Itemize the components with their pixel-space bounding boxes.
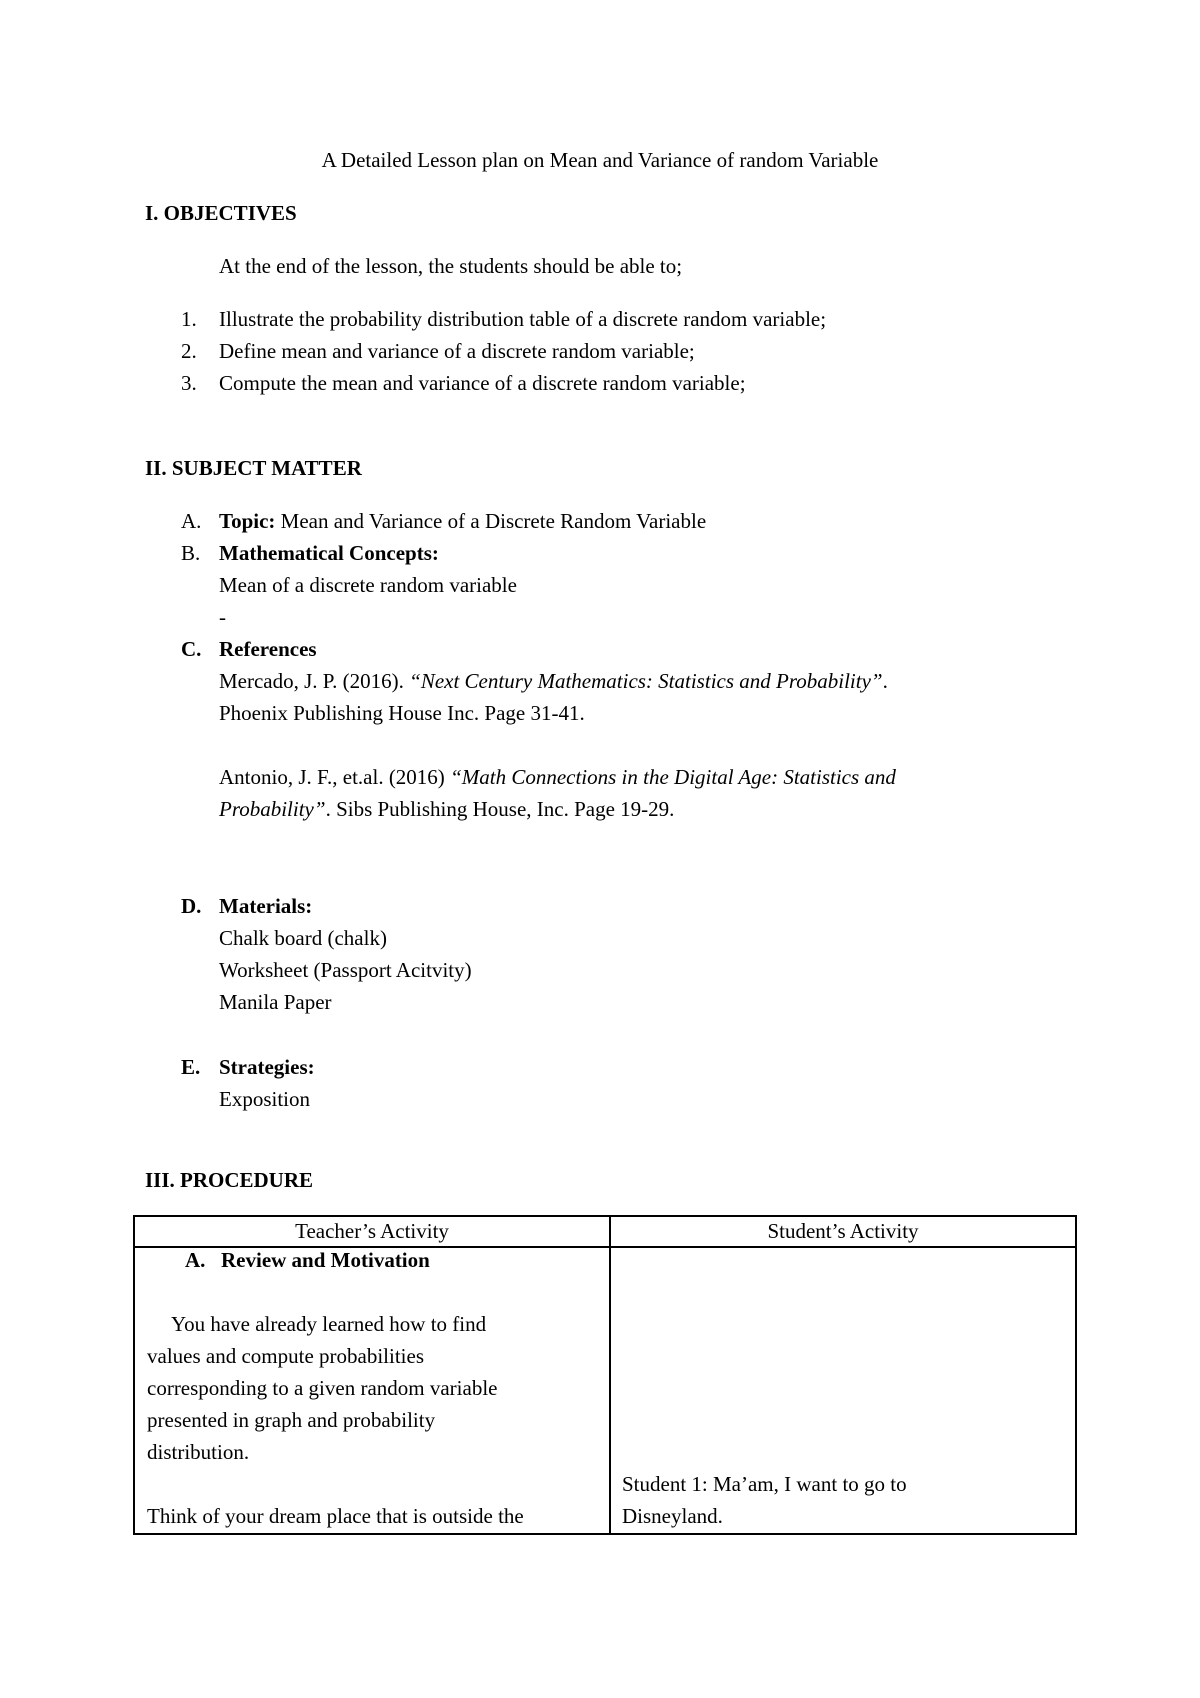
references-letter: C. (181, 637, 202, 661)
objectives-intro: At the end of the lesson, the students should be able to; (219, 254, 683, 278)
teacher-activity-cell (134, 1247, 610, 1534)
objectives-heading: I. OBJECTIVES (145, 201, 297, 225)
concept-item: Mean of a discrete random variable (219, 573, 517, 597)
concepts-label: Mathematical Concepts: (219, 541, 439, 565)
student-activity-header: Student’s Activity (610, 1216, 1076, 1247)
reference-2-title: “Math Connections in the Digital Age: Statistics and (450, 765, 896, 789)
teacher-activity-header: Teacher’s Activity (134, 1216, 610, 1247)
objective-item: Define mean and variance of a discrete random variable; (219, 339, 695, 363)
reference-1-punct: . (882, 669, 888, 693)
table-header-row (134, 1216, 1076, 1247)
materials-letter: D. (181, 894, 202, 918)
student-response-line: Student 1: Ma’am, I want to go to (622, 1472, 907, 1496)
subject-matter-heading: II. SUBJECT MATTER (145, 456, 362, 480)
reference-2-publisher: . Sibs Publishing House, Inc. Page 19-29. (325, 797, 675, 821)
references-label: References (219, 637, 317, 661)
reference-2-line-1 (219, 764, 896, 790)
material-item: Chalk board (chalk) (219, 926, 387, 950)
reference-1-line-2: Phoenix Publishing House Inc. Page 31-41. (219, 701, 585, 725)
reference-2-line-2 (219, 796, 674, 822)
concept-item: - (219, 605, 226, 629)
paragraph-line: distribution. (147, 1440, 250, 1464)
strategies-letter: E. (181, 1055, 201, 1079)
materials-label: Materials: (219, 894, 313, 918)
student-activity-cell (610, 1247, 1076, 1534)
paragraph-line: corresponding to a given random variable (147, 1376, 498, 1400)
topic-value: Mean and Variance of a Discrete Random Variable (275, 509, 707, 533)
student-response-line: Disneyland. (622, 1504, 723, 1528)
section-title: Review and Motivation (221, 1248, 430, 1272)
reference-2-author: Antonio, J. F., et.al. (2016) (219, 765, 451, 789)
paragraph-line: You have already learned how to find (171, 1312, 487, 1336)
paragraph-line: presented in graph and probability (147, 1408, 436, 1432)
topic-letter: A. (181, 509, 202, 533)
concepts-letter: B. (181, 541, 201, 565)
objective-number: 2. (181, 339, 197, 363)
prompt-line: Think of your dream place that is outside the (147, 1504, 524, 1528)
paragraph-line: values and compute probabilities (147, 1344, 425, 1368)
objective-item: Illustrate the probability distribution table of a discrete random variable; (219, 307, 827, 331)
reference-1-title: “Next Century Mathematics: Statistics and Probability” (409, 669, 883, 693)
page-title: A Detailed Lesson plan on Mean and Variance of random Variable (321, 148, 879, 172)
reference-1-line-1 (219, 668, 888, 694)
reference-2-title-end: Probability” (219, 797, 326, 821)
topic-line (219, 508, 706, 534)
topic-label: Topic: (219, 509, 276, 533)
objective-number: 3. (181, 371, 197, 395)
procedure-table (133, 1215, 1077, 1535)
objective-item: Compute the mean and variance of a discrete random variable; (219, 371, 746, 395)
strategy-item: Exposition (219, 1087, 311, 1111)
material-item: Worksheet (Passport Acitvity) (219, 958, 472, 982)
table-row (134, 1247, 1076, 1534)
procedure-heading: III. PROCEDURE (145, 1168, 314, 1192)
section-letter: A. (185, 1248, 206, 1272)
material-item: Manila Paper (219, 990, 332, 1014)
objective-number: 1. (181, 307, 197, 331)
strategies-label: Strategies: (219, 1055, 315, 1079)
reference-1-author: Mercado, J. P. (2016). (219, 669, 410, 693)
